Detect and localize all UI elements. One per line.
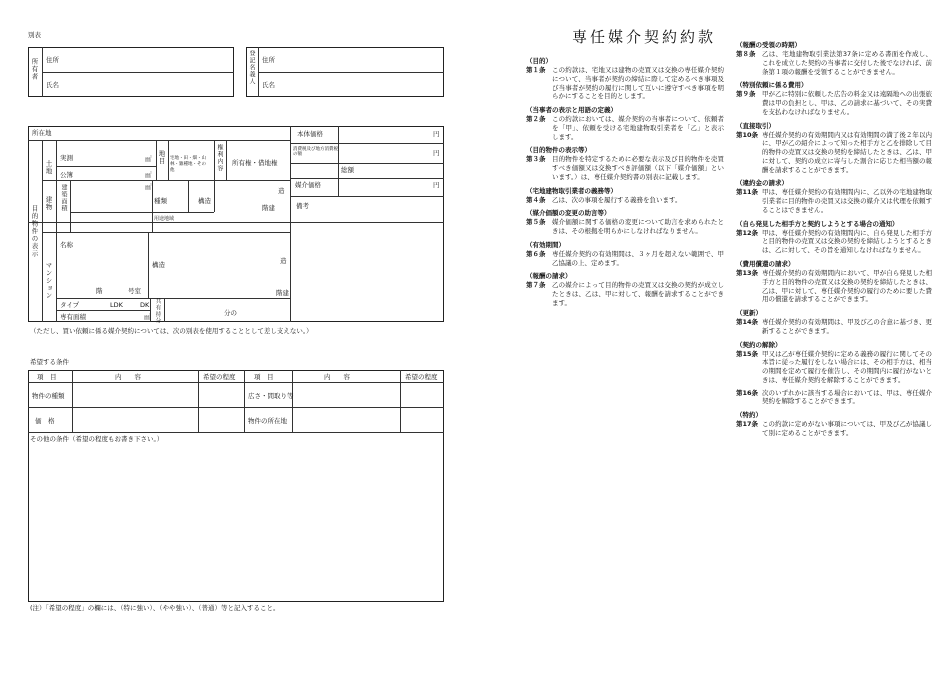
wish-row1-item2: 広さ・間取り等 [248,392,294,400]
tax-yen: 円 [433,149,440,157]
clause-heading: （契約の解除） [736,340,782,349]
clause [736,340,932,385]
clause-text: 目的物件を特定するために必要な表示及び目的物件を売買すべき価額又は交換すべき評価額（以下「媒介価額」といいます。）は、専任媒介契約書の別表に記載します。 [552,155,724,181]
clause-heading: （直接取引） [736,121,775,130]
clause [736,308,932,336]
clause-text: この約款は、宅地又は建物の売買又は交換の専任媒介契約について、当事者が契約の締結に際して定めるべき事項及び当事者が契約の履行に関して互いに遵守すべき事項を明らかにすることを目的とします。 [552,66,724,101]
appendix-label: 別表 [28,31,41,39]
clause-text: 乙は、次の事項を履行する義務を負います。 [552,195,682,204]
clause-heading: （報酬の請求） [526,272,572,281]
clause-number: 第１条 [526,66,546,74]
clause-heading: （費用償還の請求） [736,260,795,269]
land-type-text: 宅地・田・畑・山林・雑種地・その他 [170,156,206,173]
clause-number: 第12条 [736,228,759,237]
unit-label: 階 [96,287,103,295]
clause-number: 第３条 [526,155,546,164]
location-label: 所在地 [32,129,52,137]
public-sqm: ㎡ [145,171,152,179]
wish-header-2: 内 容 [115,373,141,381]
clause-text: 甲又は乙が専任媒介契約に定める義務の履行に関してその本旨に従った履行をしない場合には、その相手方は、相当の期間を定めて履行を催告し、その期間内に履行がないときは、専任媒介契約を解除することができます。 [762,349,932,384]
clause [526,208,724,236]
clause-heading: （特別依頼に係る費用） [736,81,808,90]
clause-text: 甲が乙に特別に依頼した広告の料金又は遠隔地への出張旅費は甲の負担とし、甲は、乙の請求に基づいて、その実費を支払わなければなりません。 [762,90,932,116]
owner-side-label: 所有者 [30,58,39,81]
clause-number: 第２条 [526,115,546,124]
clause-text: 乙の媒介によって目的物件の売買又は交換の契約が成立したときは、乙は、甲に対して、報酬を請求することができます。 [552,281,724,308]
clause-number: 第13条 [736,269,759,278]
clause-heading: （目的） [526,57,552,65]
price-main-label: 本体価格 [297,130,323,138]
clause-text: 次のいずれかに該当する場合においては、甲は、専任媒介契約を解除することができます。 [762,388,932,406]
structure2-mark: 造 [280,257,287,265]
common-label: 共有持分 [154,298,161,324]
wish-row2-item: 価 格 [35,417,55,425]
registrant-address-label: 住所 [262,56,275,64]
floor-area-label: 建築面積 [60,184,67,212]
clause-number: 第16条 [736,388,759,397]
clause-heading: （目的物件の表示等） [526,146,591,155]
clause-text: 専任媒介契約の有効期間は、甲及び乙の合意に基づき、更新することができます。 [762,318,932,335]
clause [526,186,724,205]
clause-text: 専任媒介契約の有効期間は、３ヶ月を超えない範囲で、甲乙協議の上、定めます。 [552,249,724,267]
ldk-label: LDK [110,301,123,309]
price-label: 媒介価格 [295,181,321,189]
wish-table [28,370,444,602]
tax-label: 消費税及び地方消費税の額 [293,147,338,158]
clause-number: 第６条 [526,249,546,258]
clause [526,240,724,268]
floor-label: 階建 [262,204,275,212]
wish-other-label: その他の条件（希望の程度もお書き下さい。） [30,435,164,443]
floor-area-sqm: ㎡ [145,183,152,191]
clause-number: 第５条 [526,218,546,227]
footnote-2: (注）「希望の程度」の欄には、（特に強い）、（やや強い）、（普通）等と記入すること。 [30,604,280,612]
mansion-label: マンション [44,262,53,300]
clause-text: 専任媒介契約の有効期間内において、甲が自ら発見した相手方と目的物件の売買又は交換の契約を締結したときは、乙は、甲に対して、専任媒介契約の履行のために要した費用の償還を請求することができます。 [762,269,932,304]
clause-text: 媒介価額に関する価格の変更について助言を求められたときは、その根拠を明らかにしなければなりません。 [552,218,724,236]
note-label: 備考 [296,202,309,210]
clause-heading: （更新） [736,309,762,318]
clauses-column-1 [526,54,724,694]
wish-header-6: 希望の程度 [405,373,438,381]
clause-text: 甲は、専任媒介契約の有効期間内に、乙以外の宅地建物取引業者に目的物件の売買又は交換の媒介又は代理を依頼することはできません。 [762,188,932,214]
clause [736,389,932,407]
kind-label: 種類 [154,197,167,205]
rights-value: 所有権・借地権 [232,159,278,167]
dk-label: DK [140,301,150,309]
clause-heading: （報酬の受領の時期） [736,41,801,49]
clause-number: 第17条 [736,420,759,429]
clause [736,410,932,438]
actual-label: 実測 [60,154,73,162]
clause [526,56,724,101]
fraction-label: 分の [224,309,237,317]
building-label: 建物 [44,196,53,211]
clause-heading: （特約） [736,411,762,420]
clause-number: 第９条 [736,90,756,99]
registrant-side-label: 登記名義人 [248,50,255,85]
clause-number: 第７条 [526,281,546,290]
clause-number: 第15条 [736,349,759,358]
public-label: 公簿 [60,171,73,179]
structure2-label: 構造 [152,261,165,269]
registrant-name-label: 氏名 [262,81,275,89]
price-main-yen: 円 [433,130,440,138]
structure-label: 構造 [198,197,211,205]
total-label: 総額 [341,166,354,174]
actual-sqm: ㎡ [145,155,152,163]
clause-number: 第14条 [736,318,759,327]
clause [526,105,724,141]
storeys-label: 階建 [276,289,289,297]
clause-text: この約款に定めがない事項については、甲及び乙が協議して別に定めることができます。 [762,420,932,437]
clause-heading: （媒介価額の変更の助言等） [526,209,611,218]
rights-label: 権利内容 [216,144,223,172]
wish-header-4: 項 目 [254,373,274,381]
room-label: 号室 [128,287,141,295]
price-yen: 円 [433,181,440,189]
clause-heading: （当事者の表示と用語の定義） [526,106,617,115]
wish-header-3: 希望の程度 [203,373,236,381]
storey-mark: 造 [278,187,285,195]
owner-name-label: 氏名 [46,81,59,89]
clause-text: 乙は、宅地建物取引業法第37条に定める書面を作成し、これを成立した契約の当事者に交付した後でなければ、前条第１項の報酬を受領することができません。 [762,50,932,76]
owner-address-label: 住所 [46,56,59,64]
name-label: 名称 [60,241,73,249]
doc-title: 専任媒介契約約款 [572,28,717,46]
wish-header-1: 項 目 [37,373,57,381]
land-type-label: 地目 [157,150,166,165]
wish-title: 希望する条件 [30,358,69,366]
clause [526,271,724,307]
clause-number: 第11条 [736,188,759,197]
clause [736,178,932,214]
clause [736,259,932,304]
clause [736,40,932,76]
clause [736,219,932,255]
wish-row2-item2: 物件の所在地 [248,417,287,425]
clause-text: この約款においては、媒介契約の当事者について、依頼者を「甲」、依頼を受ける宅地建物取引業者を「乙」と表示します。 [552,115,724,141]
property-table [28,126,444,322]
clause-number: 第10条 [736,130,759,139]
clause-heading: （有効期間） [526,240,565,249]
clause-heading: （違約金の請求） [736,179,788,188]
wish-row1-item: 物件の種類 [32,392,65,400]
clause [736,80,932,116]
property-side-label: 目的物件の表示 [30,205,39,258]
land-label: 土地 [44,160,53,175]
exclusive-label: 専有面積 [60,313,86,321]
zone-label: 用途地域 [154,216,175,222]
clause-text: 甲は、専任媒介契約の有効期間内に、自ら発見した相手方と目的物件の売買又は交換の契約を締結しようとするときは、乙に対して、その旨を通知しなければなりません。 [762,228,932,255]
clause [736,121,932,175]
clause [526,145,724,181]
clause-text: 専任媒介契約の有効期間内又は有効期間の満了後２年以内に、甲が乙の紹介によって知った相手方と乙を排除して目的物件の売買又は交換の契約を締結したときは、乙は、甲に対して、契約の成立に寄与した割合に応じた相当額の報酬を請求することができます。 [762,130,932,174]
exclusive-sqm: ㎡ [144,313,151,321]
clause-number: 第８条 [736,50,756,58]
clause-number: 第４条 [526,195,546,204]
type-label: タイプ [60,301,80,309]
wish-header-5: 内 容 [324,373,350,381]
clause-heading: （宅地建物取引業者の義務等） [526,186,617,195]
footnote-1: （ただし、買い依頼に係る媒介契約については、次の別表を使用することとして差し支えない。） [30,327,313,335]
clause-heading: （自ら発見した相手方と契約しようとする場合の通知） [736,219,899,228]
clauses-column-2 [736,38,932,694]
